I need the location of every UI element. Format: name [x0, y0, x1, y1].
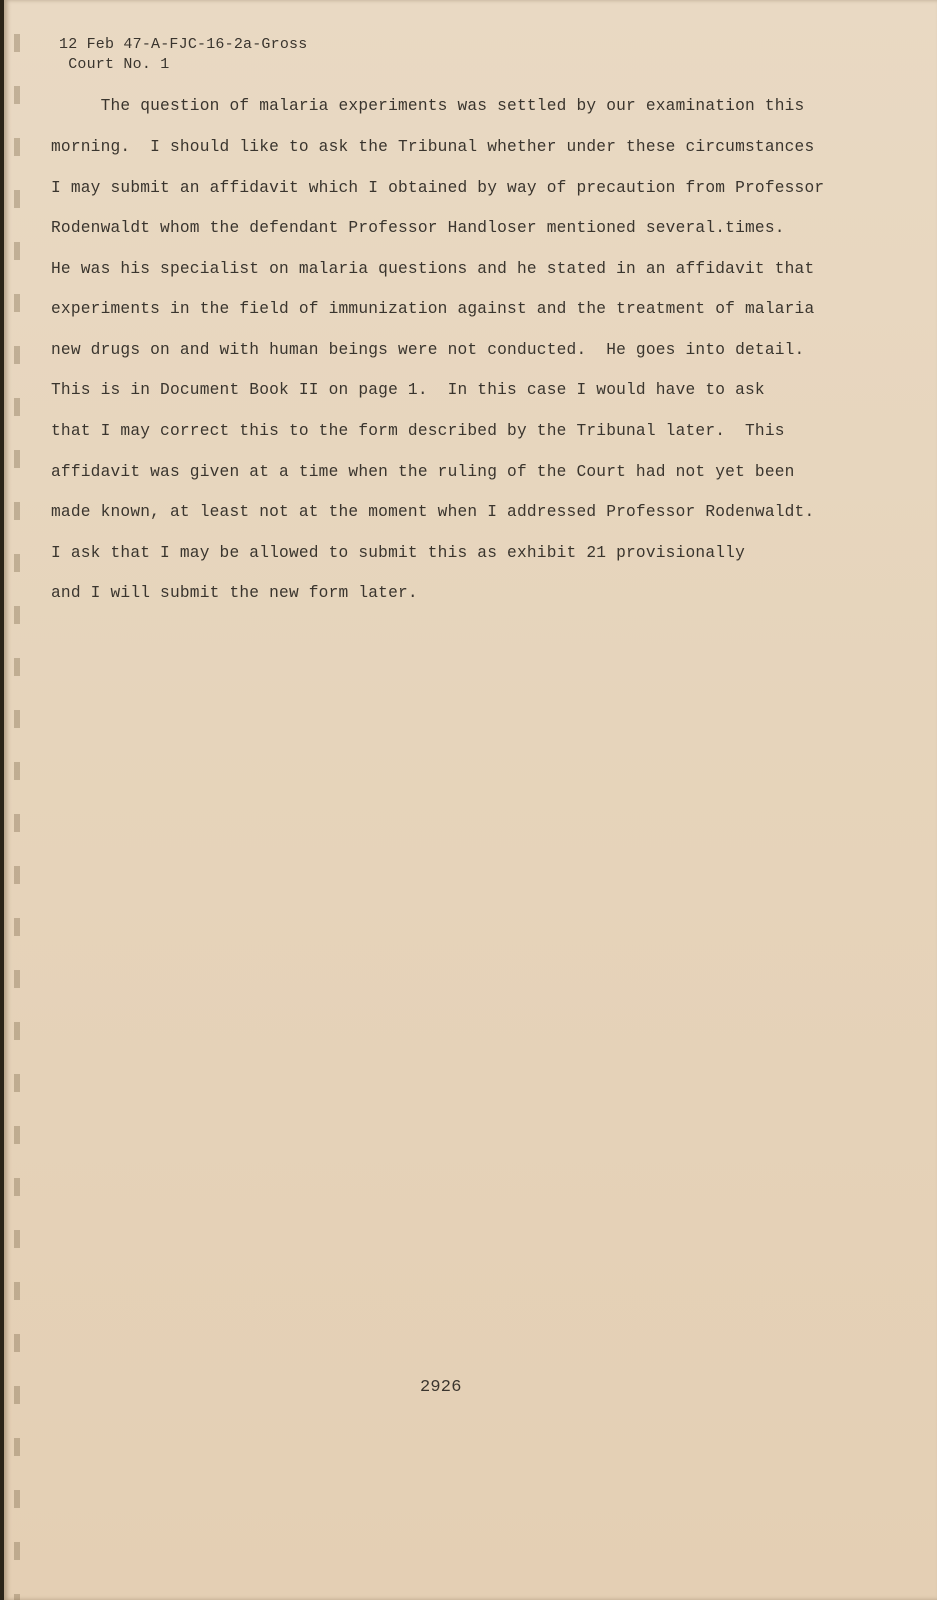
body-line: new drugs on and with human beings were not conducted. He goes into detail. — [51, 341, 805, 359]
court-number: Court No. 1 — [59, 56, 170, 73]
body-line: Rodenwaldt whom the defendant Professor Handloser mentioned several.times. — [51, 219, 785, 237]
body-line: and I will submit the new form later. — [51, 584, 418, 602]
body-line: morning. I should like to ask the Tribunal whether under these circumstances — [51, 138, 815, 156]
body-line: made known, at least not at the moment when I addressed Professor Rodenwaldt. — [51, 503, 815, 521]
body-line: that I may correct this to the form described by the Tribunal later. This — [51, 422, 785, 440]
body-line: The question of malaria experiments was settled by our examination this — [51, 97, 805, 115]
page-number: 2926 — [420, 1378, 462, 1397]
body-line: experiments in the field of immunization against and the treatment of malaria — [51, 300, 815, 318]
body-line: I may submit an affidavit which I obtained by way of precaution from Professor — [51, 179, 825, 197]
body-line: I ask that I may be allowed to submit this as exhibit 21 provisionally — [51, 544, 745, 562]
page-edge-binding — [14, 0, 20, 1600]
body-line: affidavit was given at a time when the ruling of the Court had not yet been — [51, 463, 795, 481]
document-page — [4, 0, 937, 1600]
body-line: He was his specialist on malaria questions and he stated in an affidavit that — [51, 260, 815, 278]
document-reference: 12 Feb 47-A-FJC-16-2a-Gross — [59, 36, 308, 53]
body-line: This is in Document Book II on page 1. In this case I would have to ask — [51, 381, 765, 399]
